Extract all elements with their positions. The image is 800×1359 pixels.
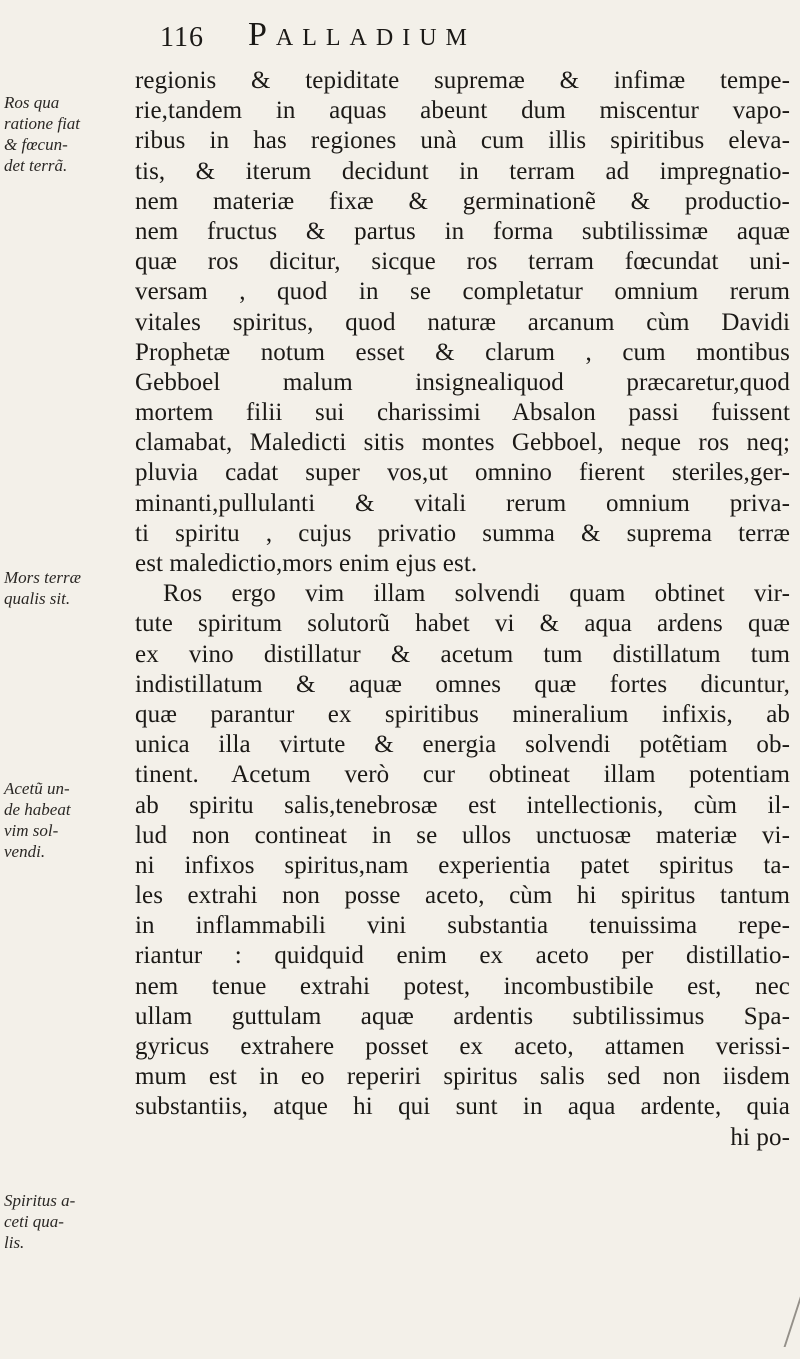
page-header [150, 14, 790, 64]
text-line: tinent. Acetum verò cur obtineat illam potentiam [135, 761, 790, 789]
margin-note-mors [4, 567, 132, 609]
text-line: lud non contineat in se ullos unctuosæ materiæ vi- [135, 821, 790, 849]
margin-note-line: Acetũ un- [4, 779, 70, 798]
text-line: Ros ergo vim illam solvendi quam obtinet vir- [163, 580, 790, 608]
text-line: gyricus extrahere posset ex aceto, attamen verissi- [135, 1033, 790, 1060]
text-line: les extrahi non posse aceto, cùm hi spiritus tantum [135, 882, 790, 910]
margin-note-line: det terrã. [4, 156, 68, 175]
margin-note-spiritus [4, 1190, 132, 1253]
text-line: minanti,pullulanti & vitali rerum omnium priva- [135, 489, 790, 517]
text-line: mortem filii sui charissimi Absalon passi fuissent [135, 399, 790, 427]
text-line: pluvia cadat super vos,ut omnino fierent steriles,ger- [135, 459, 790, 487]
margin-note-line: qualis sit. [4, 589, 71, 608]
text-line: in inflammabili vini substantia tenuissima repe- [135, 912, 790, 940]
text-line: unica illa virtute & energia solvendi potẽtiam ob- [135, 731, 790, 759]
text-line: ab spiritu salis,tenebrosæ est intellectionis, cùm il- [135, 791, 790, 819]
text-line: vitales spiritus, quod naturæ arcanum cùm Davidi [135, 308, 790, 336]
text-line: est maledictio,mors enim ejus est. [135, 550, 478, 577]
text-line: regionis & tepiditate supremæ & infimæ tempe- [135, 67, 790, 94]
margin-note-line: Spiritus a- [4, 1191, 76, 1210]
margin-note-line: lis. [4, 1233, 25, 1252]
text-line: nem materiæ fixæ & germinationẽ & productio- [135, 187, 790, 215]
text-line: ullam guttulam aquæ ardentis subtilissimus Spa- [135, 1002, 790, 1030]
text-line: indistillatum & aquæ omnes quæ fortes dicuntur, [135, 670, 790, 698]
margin-note-ros [4, 92, 132, 176]
margin-note-line: de habeat [4, 800, 71, 819]
text-line: nem tenue extrahi potest, incombustibile est, nec [135, 972, 790, 1000]
margin-note-line: & fœcun- [4, 135, 68, 154]
text-line: mum est in eo reperiri spiritus salis sed non iisdem [135, 1063, 790, 1091]
page-edge-mark [770, 1295, 800, 1347]
text-line: tute spiritum solutorũ habet vi & aqua ardens quæ [135, 610, 790, 638]
running-title: Palladium [248, 16, 476, 53]
text-line: nem fructus & partus in forma subtilissimæ aquæ [135, 217, 790, 245]
catchword: hi po- [730, 1123, 790, 1151]
margin-note-acetum [4, 778, 132, 862]
text-line: quæ parantur ex spiritibus mineralium infixis, ab [135, 700, 790, 728]
margin-note-line: ratione fiat [4, 114, 81, 133]
margin-note-line: ceti qua- [4, 1212, 64, 1231]
text-line: ribus in has regiones unà cum illis spiritibus eleva- [135, 127, 790, 155]
text-line: Gebboel malum insignealiquod præcaretur,quod [135, 368, 790, 396]
text-line: ti spiritu , cujus privatio summa & suprema terræ [135, 519, 790, 547]
body-text [135, 66, 790, 1153]
text-line: versam , quod in se completatur omnium rerum [135, 278, 790, 306]
text-line: riantur : quidquid enim ex aceto per distillatio- [135, 942, 790, 970]
text-line: rie,tandem in aquas abeunt dum miscentur vapo- [135, 97, 790, 125]
text-line: clamabat, Maledicti sitis montes Gebboel, neque ros neq; [135, 429, 790, 457]
text-line: ex vino distillatur & acetum tum distillatum tum [135, 640, 790, 668]
margin-note-line: Mors terræ [4, 568, 81, 587]
text-line: Prophetæ notum esset & clarum , cum montibus [135, 338, 790, 366]
margin-note-line: Ros qua [4, 93, 60, 112]
text-line: substantiis, atque hi qui sunt in aqua ardente, quia [135, 1093, 790, 1121]
margin-note-line: vim sol- [4, 821, 59, 840]
margin-note-line: vendi. [4, 842, 46, 861]
text-line: tis, & iterum decidunt in terram ad impregnatio- [135, 157, 790, 185]
text-line: ni infixos spiritus,nam experientia patet spiritus ta- [135, 851, 790, 879]
page-number: 116 [160, 22, 204, 53]
text-line: quæ ros dicitur, sicque ros terram fœcundat uni- [135, 248, 790, 276]
